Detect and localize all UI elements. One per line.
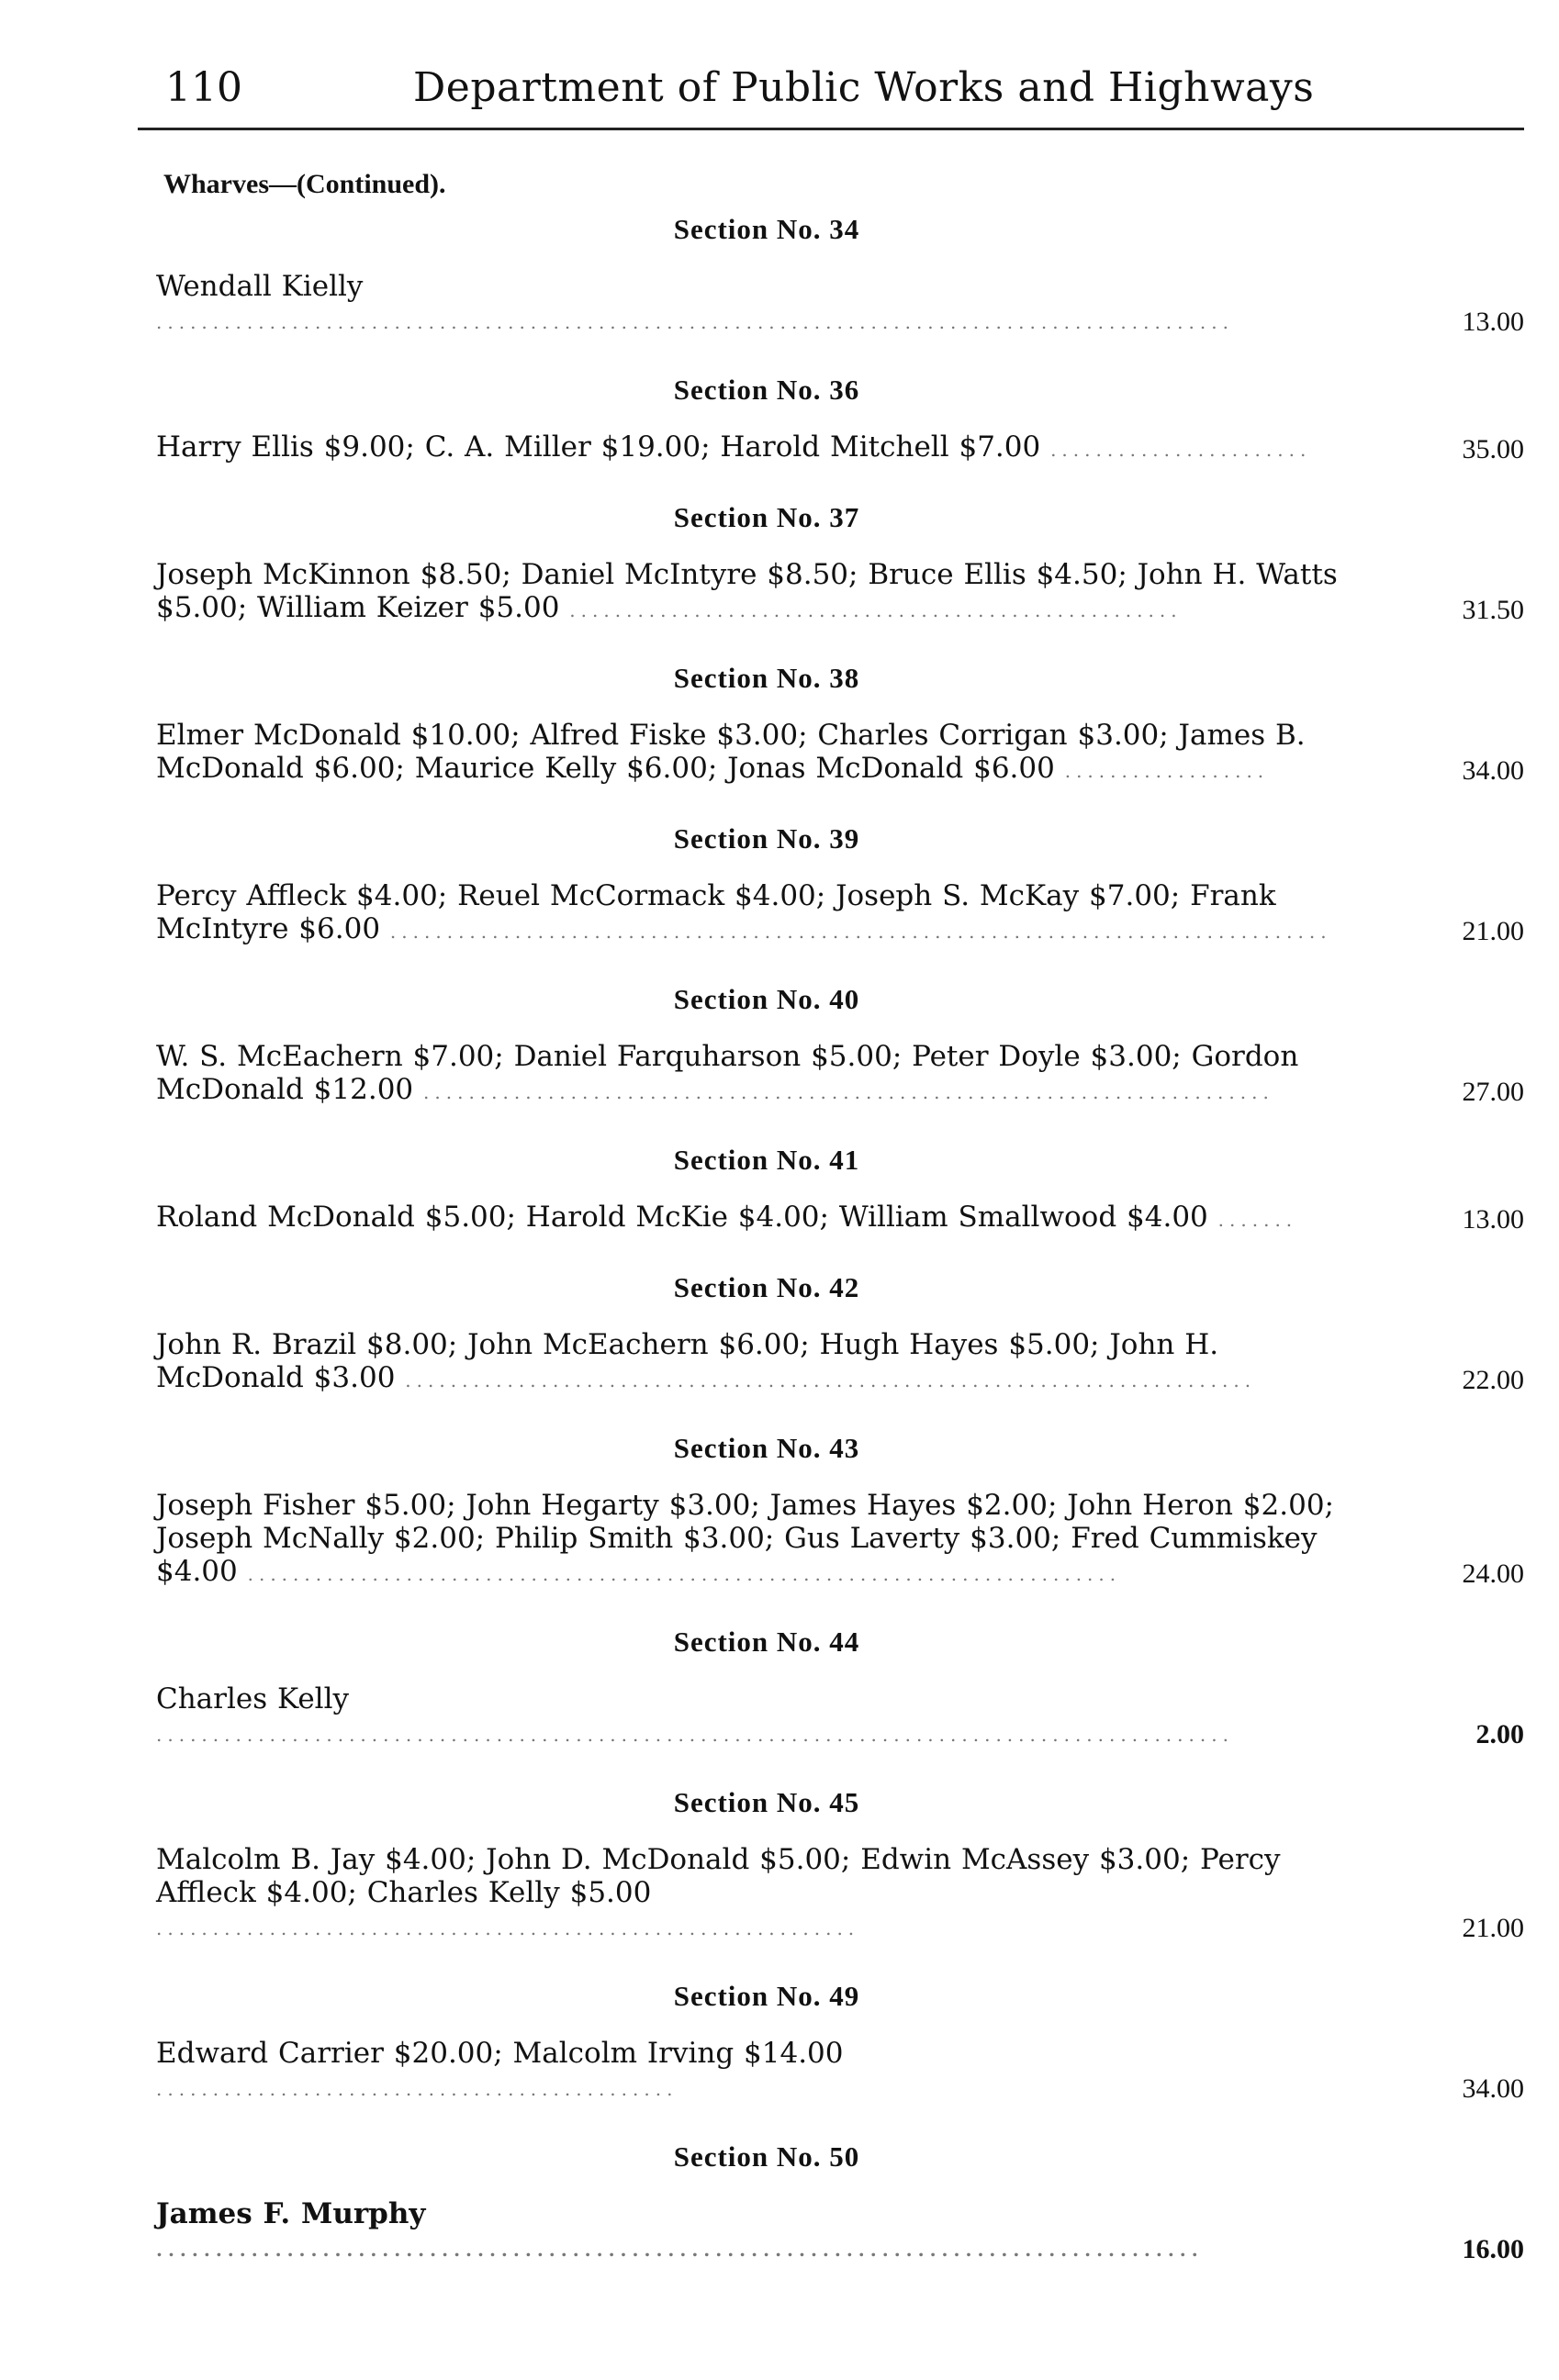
entry-total: 34.00 [1462, 2073, 1524, 2104]
section-block [138, 501, 1524, 627]
section-block [138, 1626, 1524, 1751]
entry-total: 21.00 [1462, 916, 1524, 946]
section-heading: Section No. 37 [673, 501, 860, 533]
section-block [138, 822, 1524, 948]
entry-text [156, 558, 1354, 627]
leader-dots: ................................................................................... [389, 921, 1332, 943]
leader-dots: ............................................................................. [247, 1563, 1122, 1585]
section-block [138, 1980, 1524, 2106]
entry-names: Malcolm B. Jay $4.00; John D. McDonald $5.00; Edwin McAssey $3.00; Percy Affleck $4.00; Charles Kelly $5.00 [156, 1843, 1281, 1909]
entry-total: 31.50 [1462, 595, 1524, 625]
leader-dots: .................. [1064, 760, 1270, 782]
entry-text [156, 719, 1354, 788]
entry-total: 2.00 [1475, 1719, 1524, 1749]
entry-text [156, 1489, 1354, 1591]
leader-dots: ............................................................................................... [156, 311, 1234, 333]
leader-dots: ...................................................... [569, 599, 1183, 621]
entry-row [156, 1328, 1524, 1397]
entry-row [156, 1201, 1524, 1236]
entry-row [156, 1489, 1524, 1591]
entry-row [156, 1682, 1524, 1751]
entry-text [156, 1843, 1354, 1945]
section-heading: Section No. 40 [673, 983, 860, 1015]
section-heading: Section No. 34 [673, 213, 860, 245]
section-heading: Section No. 38 [673, 662, 860, 694]
entry-row [156, 2197, 1524, 2266]
section-block [138, 1144, 1524, 1236]
entry-text [156, 1040, 1354, 1109]
entry-names: Elmer McDonald $10.00; Alfred Fiske $3.00; Charles Corrigan $3.00; James B. McDonald $6.00; Maurice Kelly $6.00; Jonas McDonald $6.00 [156, 719, 1306, 785]
leader-dots: ........................................................................................ [156, 2239, 1204, 2261]
section-heading: Section No. 49 [673, 1980, 860, 2012]
entry-text [156, 430, 1354, 466]
entry-total: 22.00 [1462, 1365, 1524, 1395]
leader-dots: .............................................................. [156, 1917, 860, 1939]
entry-names: Edward Carrier $20.00; Malcolm Irving $14.00 [156, 2037, 844, 2070]
entry-total: 16.00 [1462, 2234, 1524, 2264]
entry-total: 27.00 [1462, 1077, 1524, 1107]
entry-names: Joseph Fisher $5.00; John Hegarty $3.00; James Hayes $2.00; John Heron $2.00; Joseph McNally $2.00; Philip Smith $3.00; Gus Laverty $3.00; Fred Cummiskey $4.00 [156, 1489, 1334, 1588]
leader-dots: ....................... [1050, 439, 1312, 461]
entry-names: Wendall Kielly [156, 270, 364, 303]
entry-total: 24.00 [1462, 1559, 1524, 1589]
entry-total: 34.00 [1462, 755, 1524, 786]
entry-text [156, 1201, 1354, 1236]
entry-names: John R. Brazil $8.00; John McEachern $6.00; Hugh Hayes $5.00; John H. McDonald $3.00 [156, 1328, 1219, 1394]
section-block [138, 2140, 1524, 2266]
entry-row [156, 270, 1524, 339]
entry-row [156, 558, 1524, 627]
entry-text [156, 2037, 1354, 2106]
section-heading: Section No. 45 [673, 1786, 860, 1818]
entry-row [156, 1843, 1524, 1945]
leader-dots: ........................................................................... [423, 1081, 1274, 1103]
leader-dots: ....... [1217, 1209, 1298, 1231]
entry-row [156, 879, 1524, 948]
entry-row [156, 719, 1524, 788]
section-block [138, 1271, 1524, 1397]
leader-dots: ........................................................................... [405, 1369, 1257, 1391]
leader-dots: .............................................. [156, 2078, 679, 2100]
entry-names: W. S. McEachern $7.00; Daniel Farquharson $5.00; Peter Doyle $3.00; Gordon McDonald $12.00 [156, 1040, 1299, 1106]
continued-label: Wharves—(Continued). [163, 169, 446, 199]
entry-row [156, 2037, 1524, 2106]
entry-total: 21.00 [1462, 1913, 1524, 1943]
document-page [138, 64, 1524, 2301]
page-header [138, 64, 1524, 130]
section-block [138, 1786, 1524, 1945]
section-block [138, 213, 1524, 339]
section-heading: Section No. 50 [673, 2140, 860, 2173]
entry-names: James F. Murphy [156, 2197, 426, 2230]
entry-row [156, 430, 1524, 466]
section-heading: Section No. 42 [673, 1271, 860, 1303]
entry-names: Roland McDonald $5.00; Harold McKie $4.00; William Smallwood $4.00 [156, 1201, 1208, 1234]
entry-names: Harry Ellis $9.00; C. A. Miller $19.00; Harold Mitchell $7.00 [156, 430, 1041, 464]
section-heading: Section No. 39 [673, 822, 860, 855]
entry-total: 13.00 [1462, 307, 1524, 337]
leader-dots: ............................................................................................... [156, 1724, 1234, 1746]
section-block [138, 983, 1524, 1109]
entry-names: Charles Kelly [156, 1682, 350, 1715]
section-heading: Section No. 43 [673, 1432, 860, 1464]
entry-names: Percy Affleck $4.00; Reuel McCormack $4.00; Joseph S. McKay $7.00; Frank McIntyre $6.00 [156, 879, 1276, 945]
section-block [138, 1432, 1524, 1591]
entry-text [156, 2197, 1354, 2266]
entry-text [156, 1682, 1354, 1751]
section-heading: Section No. 44 [673, 1626, 860, 1658]
section-heading: Section No. 36 [673, 374, 860, 406]
entry-row [156, 1040, 1524, 1109]
entry-names: Joseph McKinnon $8.50; Daniel McIntyre $8.50; Bruce Ellis $4.50; John H. Watts $5.00; William Keizer $5.00 [156, 558, 1338, 624]
section-block [138, 374, 1524, 466]
page-number: 110 [165, 64, 242, 111]
entry-total: 13.00 [1462, 1204, 1524, 1235]
sections-list [138, 213, 1524, 2266]
entry-text [156, 879, 1354, 948]
entry-text [156, 270, 1354, 339]
section-heading: Section No. 41 [673, 1144, 860, 1176]
entry-text [156, 1328, 1354, 1397]
entry-total: 35.00 [1462, 434, 1524, 464]
section-block [138, 662, 1524, 788]
running-title: Department of Public Works and Highways [413, 64, 1315, 111]
